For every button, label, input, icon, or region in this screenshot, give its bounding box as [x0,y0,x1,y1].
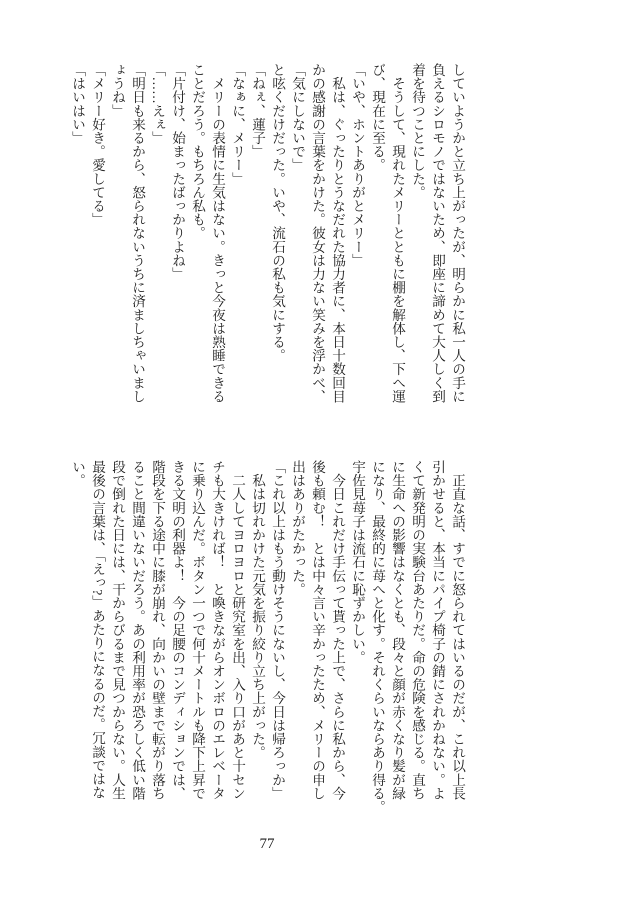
text-line: い。 [70,460,85,488]
text-line: と呟くだけだった。いや、流石の私も気にする。 [270,63,285,363]
text-line: きる文明の利器よ！ 今の足腰のコンディションでは、 [170,460,185,800]
text-line: 「片付け、始まったばっかりよね」 [170,63,185,281]
text-line: 出はありがたかった。 [290,460,305,596]
text-line: に生命への影響はなくとも、段々と顔が赤くなり髪が緑 [390,460,405,800]
text-line: 「……えぇ」 [150,63,165,145]
text-line: になり、最終的に苺へと化す。それくらいならあり得る。 [370,460,385,814]
text-line: 段で倒れた日には、干からびるまで見つからない。人生 [110,460,125,800]
text-line: ょうね」 [110,63,125,118]
text-line: 「メリー好き。愛してる」 [90,63,105,227]
text-line: 引かせると、本当にパイプ椅子の錆にされかねない。よ [430,460,445,800]
text-line: 「なぁに、メリー」 [230,63,245,186]
text-line: び、現在に至る。 [370,63,385,172]
text-line: 私は切れかけた元気を振り絞り立ち上がった。 [250,460,265,760]
text-line: 正直な話、すでに怒られてはいるのだが、これ以上長 [450,460,465,800]
text-line: 「明日も来るから、怒られないうちに済ましちゃいまし [130,63,145,403]
text-line: 「いや、ホントありがとメリー」 [350,63,365,267]
text-line: ことだろう。もちろん私も。 [190,63,205,240]
text-line: 私は、ぐったりとうなだれた協力者に、本日十数回目 [330,63,345,403]
text-line: 二人してヨロヨロと研究室を出、入り口があと十セン [230,460,245,800]
text-line: 今日これだけ手伝って貰った上で、さらに私から、今 [330,460,345,800]
text-block-top [67,63,467,408]
text-line: くて新発明の実験台あたりだ。命の危険を感じる。直ち [410,460,425,800]
text-line: メリーの表情に生気はない。きっと今夜は熟睡できる [210,63,225,403]
text-line: ること間違いないだろう。あの利用率が恐ろしく低い階 [130,460,145,800]
text-line: 「これ以上はもう動けそうにないし、今日は帰ろっか」 [270,460,285,800]
text-line: 「ねぇ、蓮子」 [250,63,265,159]
text-line: 最後の言葉は、「えっ?」あたりになるのだ。冗談ではな [90,460,105,800]
text-line: 着を待つことにした。 [410,63,425,199]
text-line: 宇佐見苺子は流石に恥ずかしい。 [350,460,365,664]
text-block-bottom [67,460,467,816]
text-line: かの感謝の言葉をかけた。彼女は力ない笑みを浮かべ、 [310,63,325,403]
text-line: に乗り込んだ。ボタン一つで何十メートルも降下上昇で [190,460,205,800]
text-line: 後も頼む！ とは中々言い辛かったため、メリーの申し [310,460,325,800]
text-line: そうして、現れたメリーとともに棚を解体し、下へ運 [390,63,405,403]
text-line: チも大きければ！ と喚きながらオンボロのエレベータ [210,460,225,800]
text-line: 「気にしないで」 [290,63,305,172]
page-number: 77 [259,836,275,852]
text-line: 負えるシロモノではないため、即座に諦めて大人しく到 [430,63,445,403]
text-line: していようかと立ち上がったが、明らかに私一人の手に [450,63,465,403]
text-line: 階段を下る途中に膝が崩れ、向かいの壁まで転がり落ち [150,460,165,800]
text-line: 「はいはい」 [70,63,85,145]
